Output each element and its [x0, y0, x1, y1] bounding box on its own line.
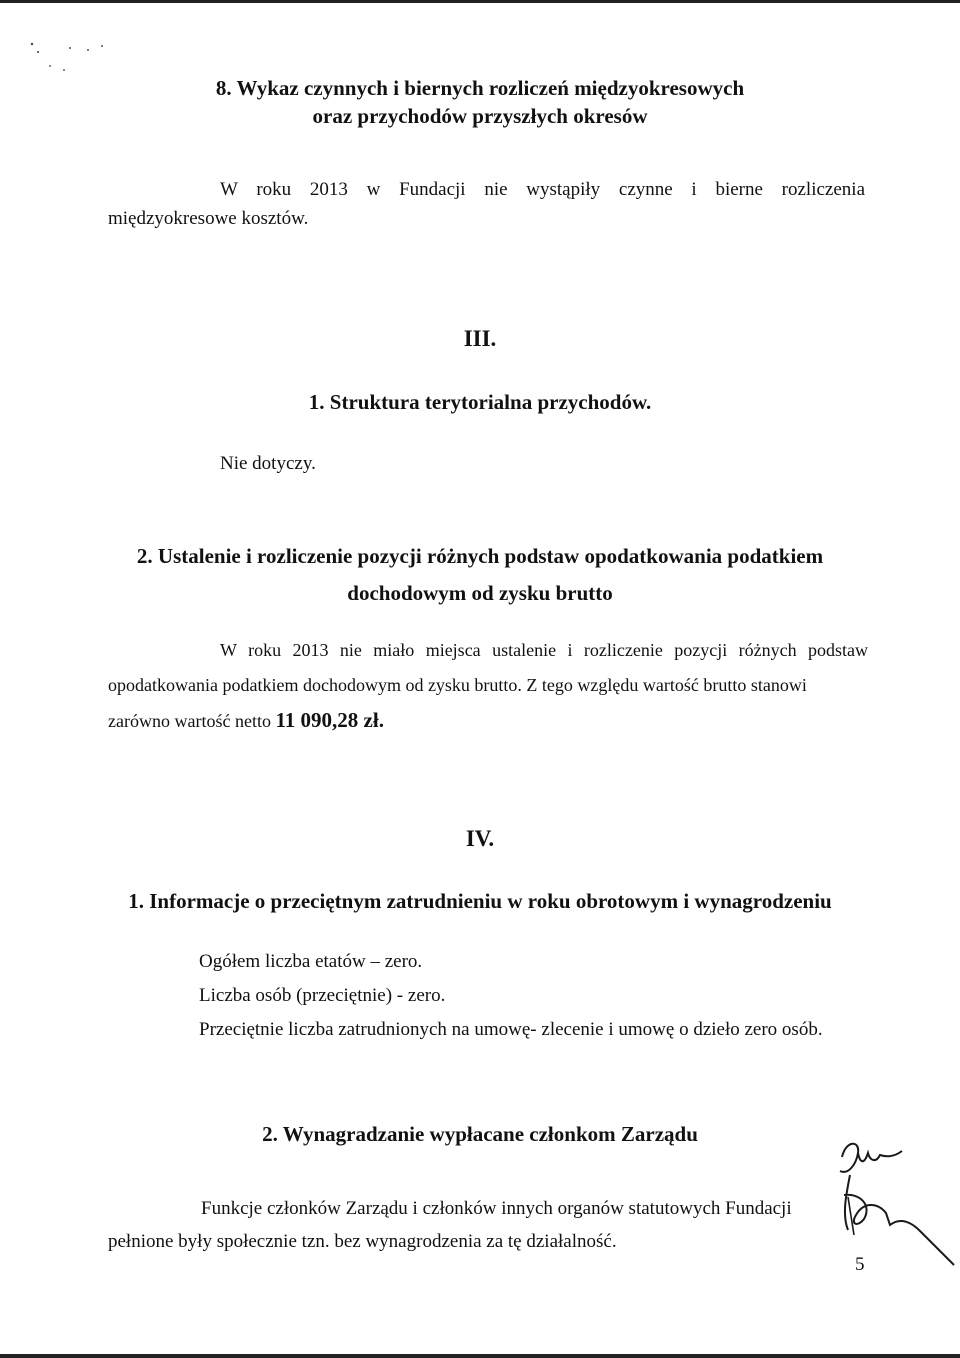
- scan-bottom-edge: [0, 1354, 960, 1358]
- employment-item-3: Przeciętnie liczba zatrudnionych na umowę- zlecenie i umowę o dzieło zero osób.: [199, 1019, 823, 1040]
- part-3-sub2-line3: [108, 706, 384, 735]
- part-4-sub2-line1: Funkcje członków Zarządu i członków innych organów statutowych Fundacji: [201, 1198, 792, 1219]
- part-3-sub2-line3-text: zarówno wartość netto: [108, 711, 271, 731]
- part-3-roman-heading: III.: [463, 326, 497, 351]
- employment-item-1: Ogółem liczba etatów – zero.: [199, 951, 423, 972]
- employment-item-2: Liczba osób (przeciętnie) - zero.: [199, 985, 446, 1006]
- part-3-sub2-title-line2: dochodowym od zysku brutto: [347, 581, 613, 605]
- handwritten-signature: [820, 1135, 955, 1305]
- part-3-sub2-line1: W roku 2013 nie miało miejsca ustalenie i rozliczenie pozycji różnych podstaw: [220, 640, 868, 660]
- page-number: 5: [855, 1254, 865, 1275]
- part-3-sub1-text: Nie dotyczy.: [220, 453, 316, 474]
- part-3-sub1-title: 1. Struktura terytorialna przychodów.: [308, 390, 652, 414]
- section-8-title-line2: oraz przychodów przyszłych okresów: [312, 104, 648, 128]
- part-3-sub2-line2: opodatkowania podatkiem dochodowym od zysku brutto. Z tego względu wartość brutto stanowi: [108, 675, 807, 695]
- section-8-title-line1: 8. Wykaz czynnych i biernych rozliczeń międzyokresowych: [215, 76, 745, 100]
- part-4-roman-heading: IV.: [465, 826, 495, 851]
- section-8-paragraph-line1: W roku 2013 w Fundacji nie wystąpiły czynne i bierne rozliczenia: [220, 179, 865, 200]
- scan-top-edge: [0, 0, 960, 3]
- part-4-sub2-title: 2. Wynagradzanie wypłacane członkom Zarządu: [262, 1122, 698, 1146]
- part-3-sub2-title-line1: 2. Ustalenie i rozliczenie pozycji różnych podstaw opodatkowania podatkiem: [136, 544, 824, 568]
- part-3-net-amount: 11 090,28 zł.: [275, 708, 384, 732]
- part-4-sub1-title: 1. Informacje o przeciętnym zatrudnieniu w roku obrotowym i wynagrodzeniu: [128, 889, 832, 913]
- section-8-paragraph-line2: międzyokresowe kosztów.: [108, 208, 309, 229]
- part-4-sub2-line2: pełnione były społecznie tzn. bez wynagrodzenia za tę działalność.: [108, 1231, 617, 1252]
